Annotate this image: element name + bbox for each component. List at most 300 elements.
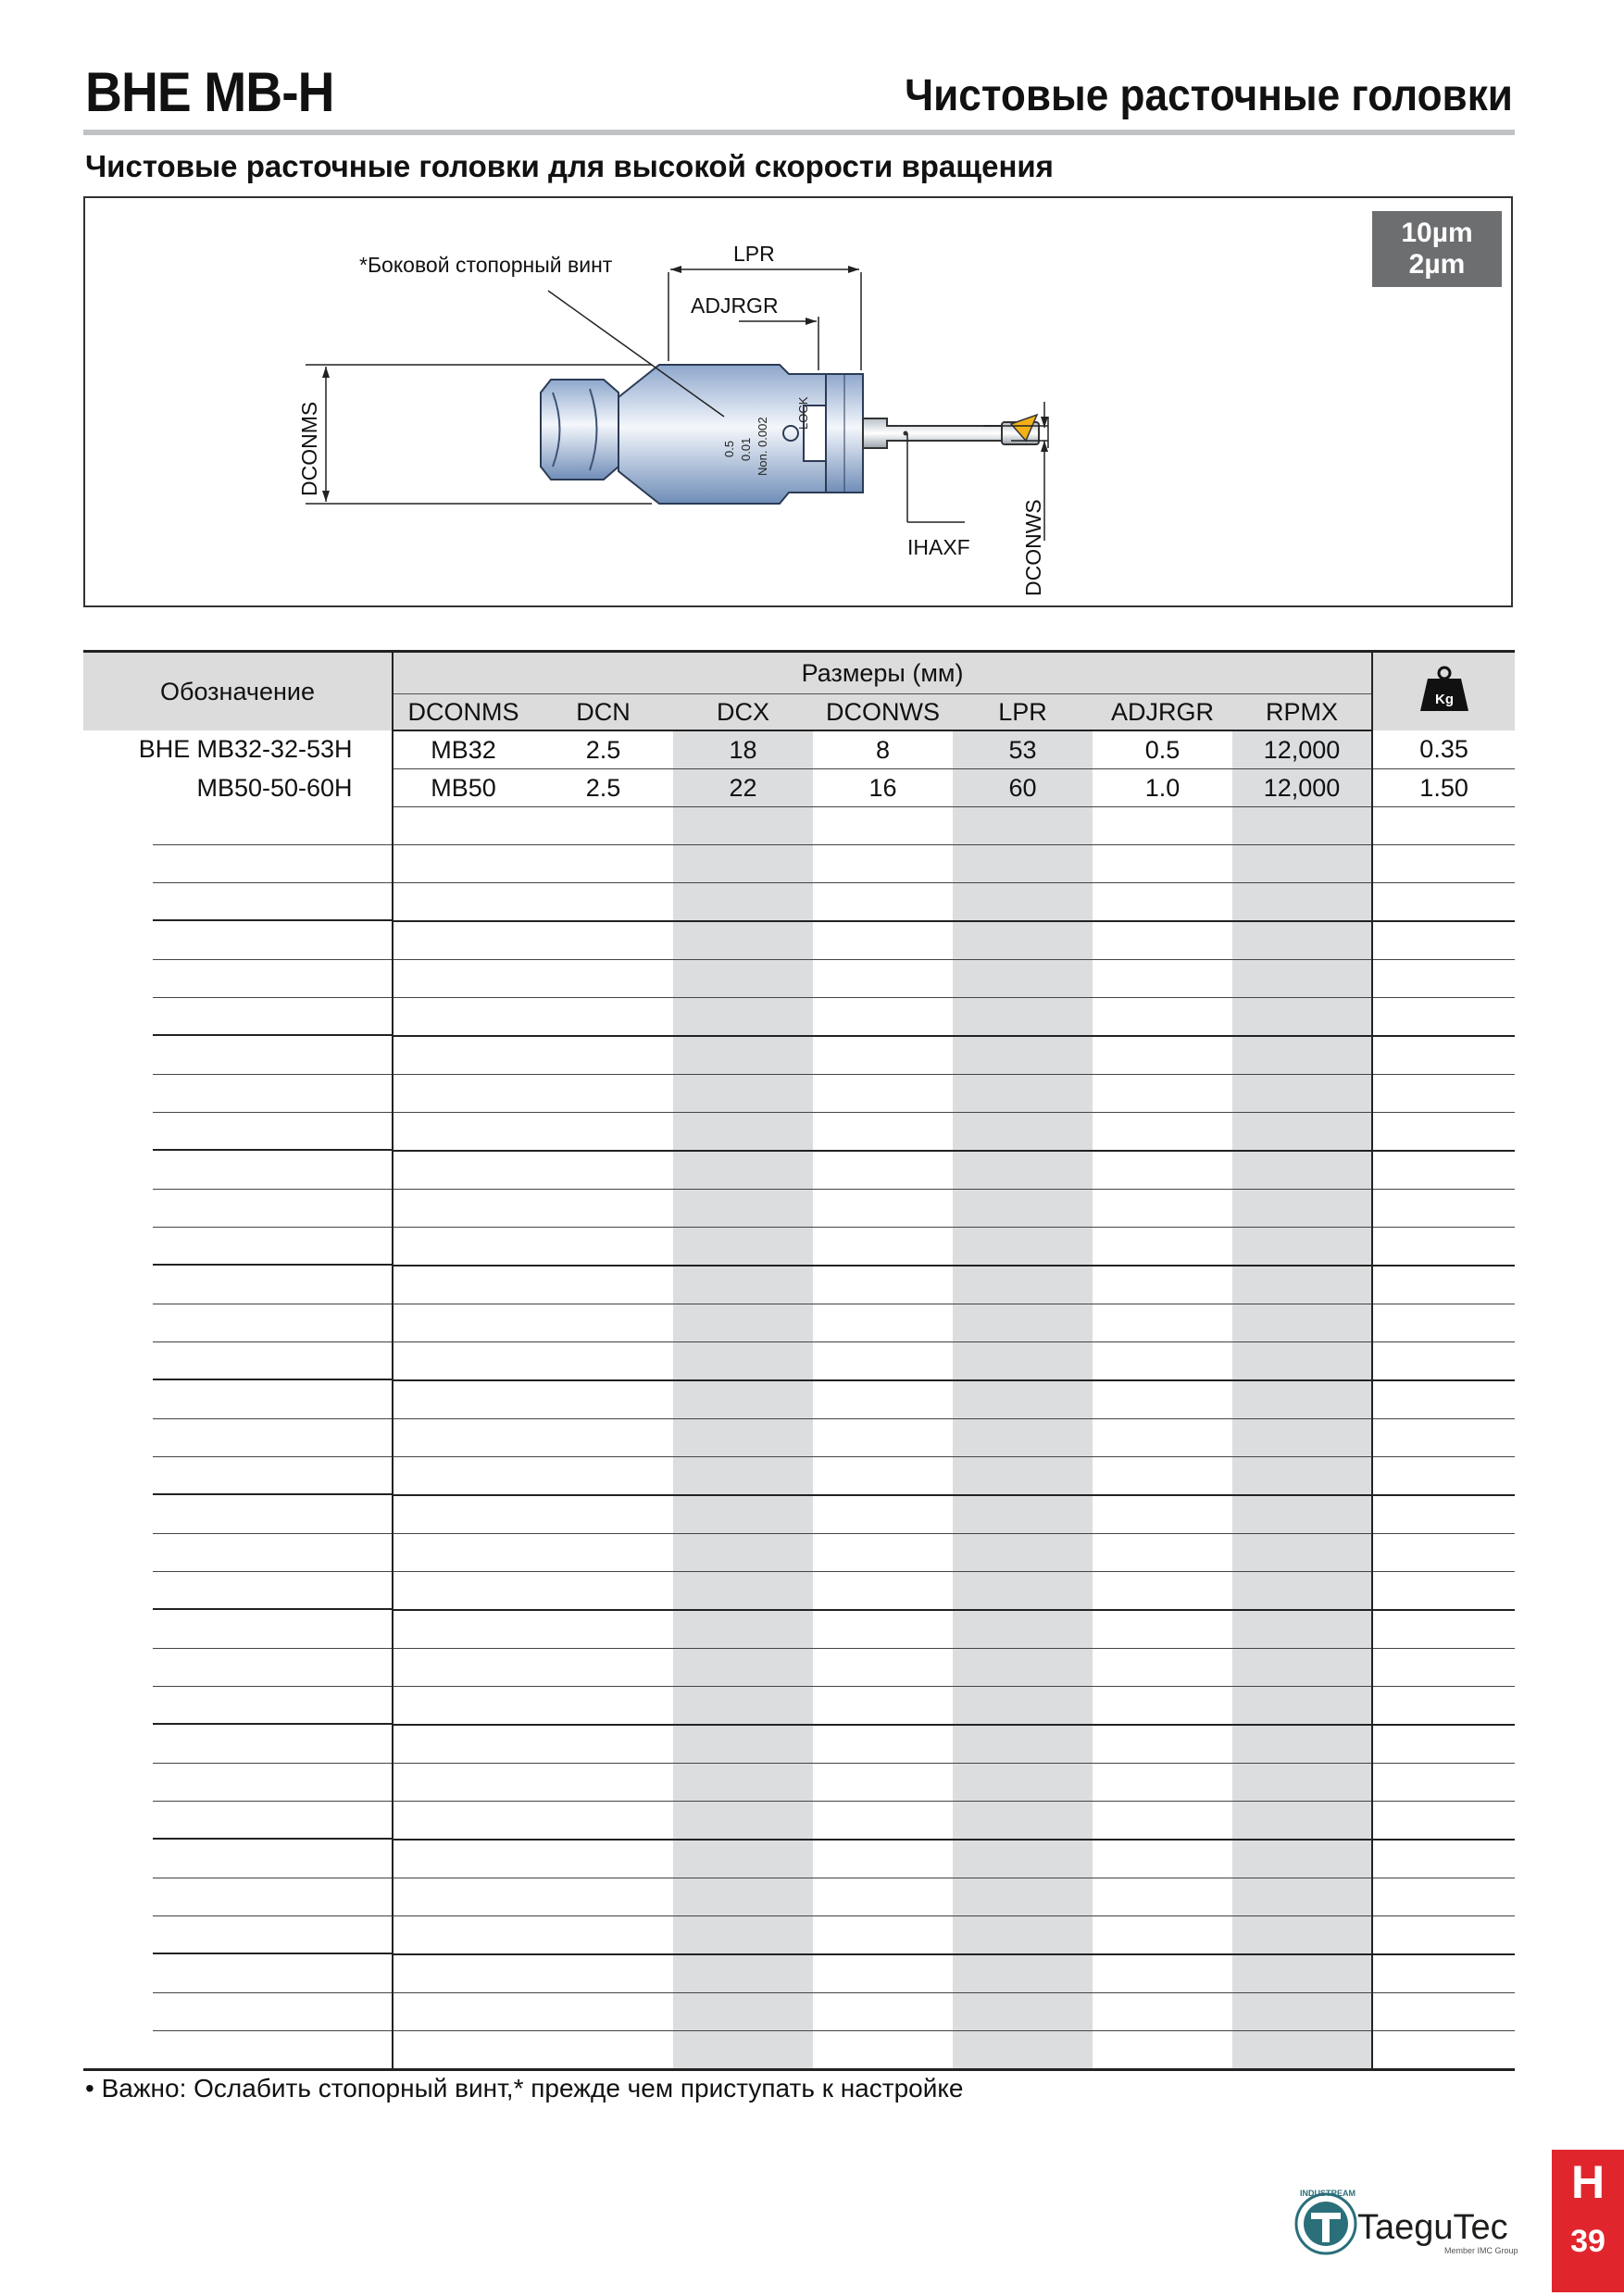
blank-cell: [393, 1878, 533, 1916]
blank-cell: [813, 1649, 953, 1687]
empty-table-row: [83, 807, 1515, 845]
side-screw-label: *Боковой стопорный винт: [359, 253, 613, 277]
blank-cell: [1232, 1151, 1372, 1190]
blank-cell: [953, 1840, 1093, 1878]
col-header-dconms: DCONMS: [393, 694, 533, 731]
blank-cell: [673, 921, 813, 960]
blank-cell: [393, 1649, 533, 1687]
blank-cell: [533, 1993, 673, 2031]
blank-cell: [813, 1113, 953, 1152]
blank-cell: [1232, 1802, 1372, 1841]
blank-cell: [393, 1266, 533, 1304]
blank-weight-cell: [1372, 1878, 1515, 1916]
blank-cell: [1232, 1878, 1372, 1916]
blank-cell: [953, 921, 1093, 960]
blank-cell: [953, 1916, 1093, 1955]
blank-cell: [813, 1228, 953, 1267]
blank-cell: [673, 998, 813, 1037]
blank-cell: [1093, 1954, 1232, 1993]
blank-cell: [673, 1840, 813, 1878]
blank-cell: [393, 921, 533, 960]
cell-lpr: 53: [953, 730, 1093, 769]
blank-weight-cell: [1372, 1802, 1515, 1841]
empty-table-row: [83, 1572, 1515, 1611]
blank-cell: [953, 1534, 1093, 1572]
svg-text:TaeguTec: TaeguTec: [1357, 2208, 1508, 2247]
blank-cell: [1093, 1878, 1232, 1916]
empty-table-row: [83, 1916, 1515, 1955]
blank-cell: [1232, 845, 1372, 883]
blank-cell: [533, 1764, 673, 1802]
empty-table-row: [83, 921, 1515, 960]
blank-cell: [1093, 1687, 1232, 1726]
empty-table-row: [83, 1380, 1515, 1419]
blank-designation-cell: [83, 2031, 393, 2070]
blank-cell: [1232, 1342, 1372, 1381]
blank-cell: [813, 1380, 953, 1419]
shank-shape: [541, 380, 618, 480]
blank-cell: [953, 1572, 1093, 1611]
weight-kg-icon: [1418, 665, 1470, 713]
blank-weight-cell: [1372, 1266, 1515, 1304]
adjrgr-label: ADJRGR: [691, 293, 779, 318]
blank-weight-cell: [1372, 2031, 1515, 2070]
blank-cell: [1093, 1572, 1232, 1611]
empty-table-row: [83, 1840, 1515, 1878]
blank-cell: [813, 1878, 953, 1916]
blank-cell: [533, 1113, 673, 1152]
blank-cell: [673, 1725, 813, 1764]
precision-badge: [1372, 211, 1502, 287]
blank-cell: [533, 1151, 673, 1190]
blank-cell: [673, 1304, 813, 1342]
page-number: 39: [1570, 2224, 1605, 2259]
blank-cell: [673, 845, 813, 883]
blank-cell: [673, 1075, 813, 1113]
precision-line-1: 10µm: [1401, 218, 1473, 248]
blank-designation-cell: [83, 921, 393, 960]
blank-cell: [1093, 1993, 1232, 2031]
blank-cell: [393, 1764, 533, 1802]
blank-cell: [953, 1342, 1093, 1381]
blank-weight-cell: [1372, 1036, 1515, 1075]
blank-cell: [1093, 1802, 1232, 1841]
blank-cell: [1232, 1572, 1372, 1611]
blank-cell: [813, 1495, 953, 1534]
empty-table-row: [83, 1228, 1515, 1267]
blank-cell: [673, 1419, 813, 1457]
blank-cell: [1232, 1764, 1372, 1802]
blank-cell: [1093, 1840, 1232, 1878]
blank-cell: [1093, 807, 1232, 845]
blank-cell: [533, 1954, 673, 1993]
blank-weight-cell: [1372, 1380, 1515, 1419]
blank-cell: [1093, 1916, 1232, 1955]
blank-designation-cell: [83, 845, 393, 883]
blank-cell: [813, 1725, 953, 1764]
blank-cell: [533, 1075, 673, 1113]
blank-cell: [673, 1380, 813, 1419]
blank-cell: [953, 1036, 1093, 1075]
designation-code: MB50-50-60H: [196, 773, 353, 802]
blank-cell: [813, 1151, 953, 1190]
blank-cell: [533, 1380, 673, 1419]
blank-cell: [533, 1457, 673, 1496]
blank-designation-cell: [83, 1036, 393, 1075]
col-header-lpr: LPR: [953, 694, 1093, 731]
ihaxf-label: IHAXF: [907, 535, 970, 559]
blank-cell: [393, 998, 533, 1037]
empty-table-row: [83, 998, 1515, 1037]
category-title: Чистовые расточные головки: [905, 71, 1513, 120]
blank-cell: [673, 2031, 813, 2070]
blank-designation-cell: [83, 1916, 393, 1955]
blank-cell: [393, 1802, 533, 1841]
blank-cell: [1232, 1075, 1372, 1113]
blank-cell: [673, 1954, 813, 1993]
blank-cell: [1093, 1113, 1232, 1152]
empty-table-row: [83, 1534, 1515, 1572]
blank-weight-cell: [1372, 1725, 1515, 1764]
blank-cell: [953, 1151, 1093, 1190]
empty-table-row: [83, 1151, 1515, 1190]
blank-cell: [1093, 960, 1232, 998]
blank-cell: [953, 883, 1093, 922]
blank-designation-cell: [83, 1725, 393, 1764]
blank-cell: [813, 1266, 953, 1304]
blank-cell: [673, 1151, 813, 1190]
empty-table-row: [83, 1075, 1515, 1113]
blank-cell: [673, 1457, 813, 1496]
blank-cell: [673, 1916, 813, 1955]
blank-cell: [953, 2031, 1093, 2070]
blank-cell: [1093, 1036, 1232, 1075]
blank-weight-cell: [1372, 1572, 1515, 1611]
blank-cell: [1232, 1534, 1372, 1572]
blank-cell: [1093, 845, 1232, 883]
blank-cell: [1232, 1687, 1372, 1726]
blank-cell: [813, 1954, 953, 1993]
blank-weight-cell: [1372, 1228, 1515, 1267]
blank-cell: [673, 1228, 813, 1267]
empty-table-row: [83, 1190, 1515, 1228]
blank-designation-cell: [83, 1075, 393, 1113]
blank-cell: [953, 1687, 1093, 1726]
cell-dcn: 2.5: [533, 769, 673, 807]
blank-weight-cell: [1372, 1764, 1515, 1802]
designation-cell: [83, 730, 393, 769]
dial-mark-001: 0.01: [739, 437, 753, 461]
blank-cell: [393, 1534, 533, 1572]
lpr-label: LPR: [733, 242, 775, 266]
blank-cell: [953, 845, 1093, 883]
blank-cell: [393, 1572, 533, 1611]
blank-cell: [813, 960, 953, 998]
blank-cell: [813, 1534, 953, 1572]
blank-cell: [1093, 1190, 1232, 1228]
designation-cell: [83, 769, 393, 807]
blank-cell: [673, 1764, 813, 1802]
blank-designation-cell: [83, 1304, 393, 1342]
blank-cell: [393, 1075, 533, 1113]
blank-weight-cell: [1372, 1495, 1515, 1534]
cell-adjrgr: 0.5: [1093, 730, 1232, 769]
blank-cell: [1093, 1725, 1232, 1764]
blank-cell: [1232, 1954, 1372, 1993]
blank-cell: [393, 1916, 533, 1955]
blank-cell: [533, 1304, 673, 1342]
blank-cell: [1232, 1916, 1372, 1955]
blank-cell: [953, 1228, 1093, 1267]
dconms-label: DCONMS: [297, 401, 321, 496]
blank-cell: [1232, 2031, 1372, 2070]
blank-cell: [1093, 998, 1232, 1037]
page-subtitle: Чистовые расточные головки для высокой скорости вращения: [85, 149, 1054, 183]
svg-text:INDUSTREAM: INDUSTREAM: [1300, 2189, 1355, 2198]
blank-cell: [673, 1495, 813, 1534]
blank-designation-cell: [83, 1572, 393, 1611]
blank-cell: [1093, 1342, 1232, 1381]
blank-cell: [1232, 1419, 1372, 1457]
blank-cell: [533, 1419, 673, 1457]
dial-mark-lock: LOCK: [796, 396, 810, 430]
blank-cell: [393, 1495, 533, 1534]
blank-designation-cell: [83, 1840, 393, 1878]
blank-cell: [393, 1840, 533, 1878]
blank-designation-cell: [83, 1610, 393, 1649]
blank-cell: [953, 1113, 1093, 1152]
blank-cell: [1232, 1725, 1372, 1764]
blank-weight-cell: [1372, 1419, 1515, 1457]
blank-cell: [1093, 1457, 1232, 1496]
blank-cell: [1232, 1304, 1372, 1342]
blank-designation-cell: [83, 1113, 393, 1152]
cell-dconms: MB50: [393, 769, 533, 807]
empty-table-row: [83, 1802, 1515, 1841]
head-body-shape: [618, 365, 863, 504]
blank-designation-cell: [83, 1802, 393, 1841]
blank-cell: [393, 960, 533, 998]
col-header-dcn: DCN: [533, 694, 673, 731]
empty-table-row: [83, 1764, 1515, 1802]
blank-cell: [1093, 921, 1232, 960]
blank-designation-cell: [83, 1993, 393, 2031]
blank-weight-cell: [1372, 1457, 1515, 1496]
blank-cell: [813, 1075, 953, 1113]
blank-cell: [813, 998, 953, 1037]
blank-cell: [1232, 807, 1372, 845]
blank-cell: [953, 1495, 1093, 1534]
blank-cell: [1232, 1495, 1372, 1534]
col-header-dconws: DCONWS: [813, 694, 953, 731]
blank-cell: [1232, 1036, 1372, 1075]
blank-designation-cell: [83, 960, 393, 998]
cell-dconms: MB32: [393, 730, 533, 769]
svg-text:Member IMC Group: Member IMC Group: [1444, 2246, 1518, 2255]
blank-cell: [673, 960, 813, 998]
blank-weight-cell: [1372, 998, 1515, 1037]
empty-table-row: [83, 1610, 1515, 1649]
blank-cell: [533, 1840, 673, 1878]
blank-cell: [813, 1572, 953, 1611]
blank-cell: [1232, 883, 1372, 922]
blank-cell: [393, 1954, 533, 1993]
blank-cell: [533, 1572, 673, 1611]
blank-cell: [953, 1457, 1093, 1496]
blank-cell: [953, 1802, 1093, 1841]
blank-cell: [1093, 1075, 1232, 1113]
blank-cell: [673, 1610, 813, 1649]
svg-text:Kg: Kg: [1434, 691, 1454, 707]
blank-cell: [1232, 1113, 1372, 1152]
empty-table-row: [83, 1036, 1515, 1075]
blank-weight-cell: [1372, 1075, 1515, 1113]
blank-designation-cell: [83, 1419, 393, 1457]
cell-rpmx: 12,000: [1232, 769, 1372, 807]
blank-cell: [1232, 1649, 1372, 1687]
blank-cell: [813, 1916, 953, 1955]
blank-cell: [813, 1036, 953, 1075]
blank-cell: [1232, 960, 1372, 998]
dimensions-header: Размеры (мм): [393, 652, 1372, 694]
blank-cell: [953, 1075, 1093, 1113]
blank-designation-cell: [83, 1649, 393, 1687]
blank-weight-cell: [1372, 845, 1515, 883]
blank-cell: [533, 1342, 673, 1381]
blank-cell: [953, 1610, 1093, 1649]
blank-cell: [1232, 1380, 1372, 1419]
blank-cell: [533, 1610, 673, 1649]
blank-cell: [1232, 1190, 1372, 1228]
dial-mark-05: 0.5: [722, 440, 736, 457]
blank-cell: [533, 1228, 673, 1267]
blank-cell: [533, 960, 673, 998]
blank-designation-cell: [83, 1687, 393, 1726]
blank-cell: [813, 1840, 953, 1878]
blank-weight-cell: [1372, 1610, 1515, 1649]
empty-table-row: [83, 1304, 1515, 1342]
blank-cell: [1093, 1266, 1232, 1304]
blank-cell: [953, 1419, 1093, 1457]
col-header-dcx: DCX: [673, 694, 813, 731]
blank-weight-cell: [1372, 1993, 1515, 2031]
empty-table-row: [83, 1649, 1515, 1687]
blank-cell: [533, 1649, 673, 1687]
blank-weight-cell: [1372, 1916, 1515, 1955]
blank-designation-cell: [83, 883, 393, 922]
blank-cell: [673, 1687, 813, 1726]
blank-cell: [393, 1228, 533, 1267]
blank-cell: [1093, 1419, 1232, 1457]
empty-table-row: [83, 1457, 1515, 1496]
blank-cell: [813, 1610, 953, 1649]
blank-designation-cell: [83, 1495, 393, 1534]
blank-cell: [953, 1993, 1093, 2031]
cell-dcx: 22: [673, 769, 813, 807]
blank-cell: [673, 1266, 813, 1304]
blank-designation-cell: [83, 807, 393, 845]
cell-rpmx: 12,000: [1232, 730, 1372, 769]
blank-cell: [393, 1304, 533, 1342]
blank-cell: [673, 807, 813, 845]
boring-bar-shape: [863, 415, 1039, 448]
blank-cell: [673, 1190, 813, 1228]
blank-weight-cell: [1372, 1304, 1515, 1342]
blank-weight-cell: [1372, 960, 1515, 998]
designation-code: MB32-32-53H: [196, 735, 353, 764]
blank-cell: [953, 998, 1093, 1037]
blank-cell: [533, 807, 673, 845]
empty-table-row: [83, 1954, 1515, 1993]
empty-table-row: [83, 960, 1515, 998]
blank-weight-cell: [1372, 1649, 1515, 1687]
blank-cell: [953, 1649, 1093, 1687]
blank-designation-cell: [83, 1266, 393, 1304]
blank-cell: [673, 883, 813, 922]
blank-weight-cell: [1372, 1190, 1515, 1228]
blank-cell: [673, 1534, 813, 1572]
blank-cell: [533, 1687, 673, 1726]
blank-cell: [813, 1802, 953, 1841]
tool-diagram-panel: [83, 196, 1513, 607]
blank-cell: [1093, 1228, 1232, 1267]
blank-cell: [393, 1113, 533, 1152]
blank-cell: [533, 1534, 673, 1572]
cell-lpr: 60: [953, 769, 1093, 807]
blank-cell: [393, 1036, 533, 1075]
empty-table-row: [83, 1687, 1515, 1726]
blank-weight-cell: [1372, 1687, 1515, 1726]
blank-cell: [533, 921, 673, 960]
blank-cell: [1232, 1457, 1372, 1496]
empty-table-row: [83, 2031, 1515, 2070]
empty-table-row: [83, 1495, 1515, 1534]
blank-cell: [393, 1610, 533, 1649]
cell-dconws: 16: [813, 769, 953, 807]
blank-cell: [813, 1687, 953, 1726]
blank-weight-cell: [1372, 921, 1515, 960]
blank-cell: [393, 1151, 533, 1190]
blank-cell: [673, 1572, 813, 1611]
blank-cell: [393, 1687, 533, 1726]
blank-cell: [1093, 1534, 1232, 1572]
col-header-adjrgr: ADJRGR: [1093, 694, 1232, 731]
section-letter: H: [1570, 2156, 1605, 2208]
blank-designation-cell: [83, 1878, 393, 1916]
blank-weight-cell: [1372, 1342, 1515, 1381]
blank-weight-cell: [1372, 807, 1515, 845]
blank-cell: [533, 1725, 673, 1764]
blank-cell: [1093, 1304, 1232, 1342]
blank-cell: [533, 1266, 673, 1304]
blank-cell: [533, 1495, 673, 1534]
blank-cell: [393, 2031, 533, 2070]
empty-table-row: [83, 1342, 1515, 1381]
empty-table-row: [83, 1993, 1515, 2031]
blank-cell: [533, 2031, 673, 2070]
blank-designation-cell: [83, 1380, 393, 1419]
blank-cell: [953, 1878, 1093, 1916]
blank-cell: [393, 883, 533, 922]
blank-cell: [393, 1419, 533, 1457]
blank-cell: [953, 960, 1093, 998]
blank-designation-cell: [83, 1342, 393, 1381]
cell-dcn: 2.5: [533, 730, 673, 769]
cell-dconws: 8: [813, 730, 953, 769]
empty-table-row: [83, 1725, 1515, 1764]
blank-weight-cell: [1372, 1954, 1515, 1993]
blank-cell: [533, 1802, 673, 1841]
